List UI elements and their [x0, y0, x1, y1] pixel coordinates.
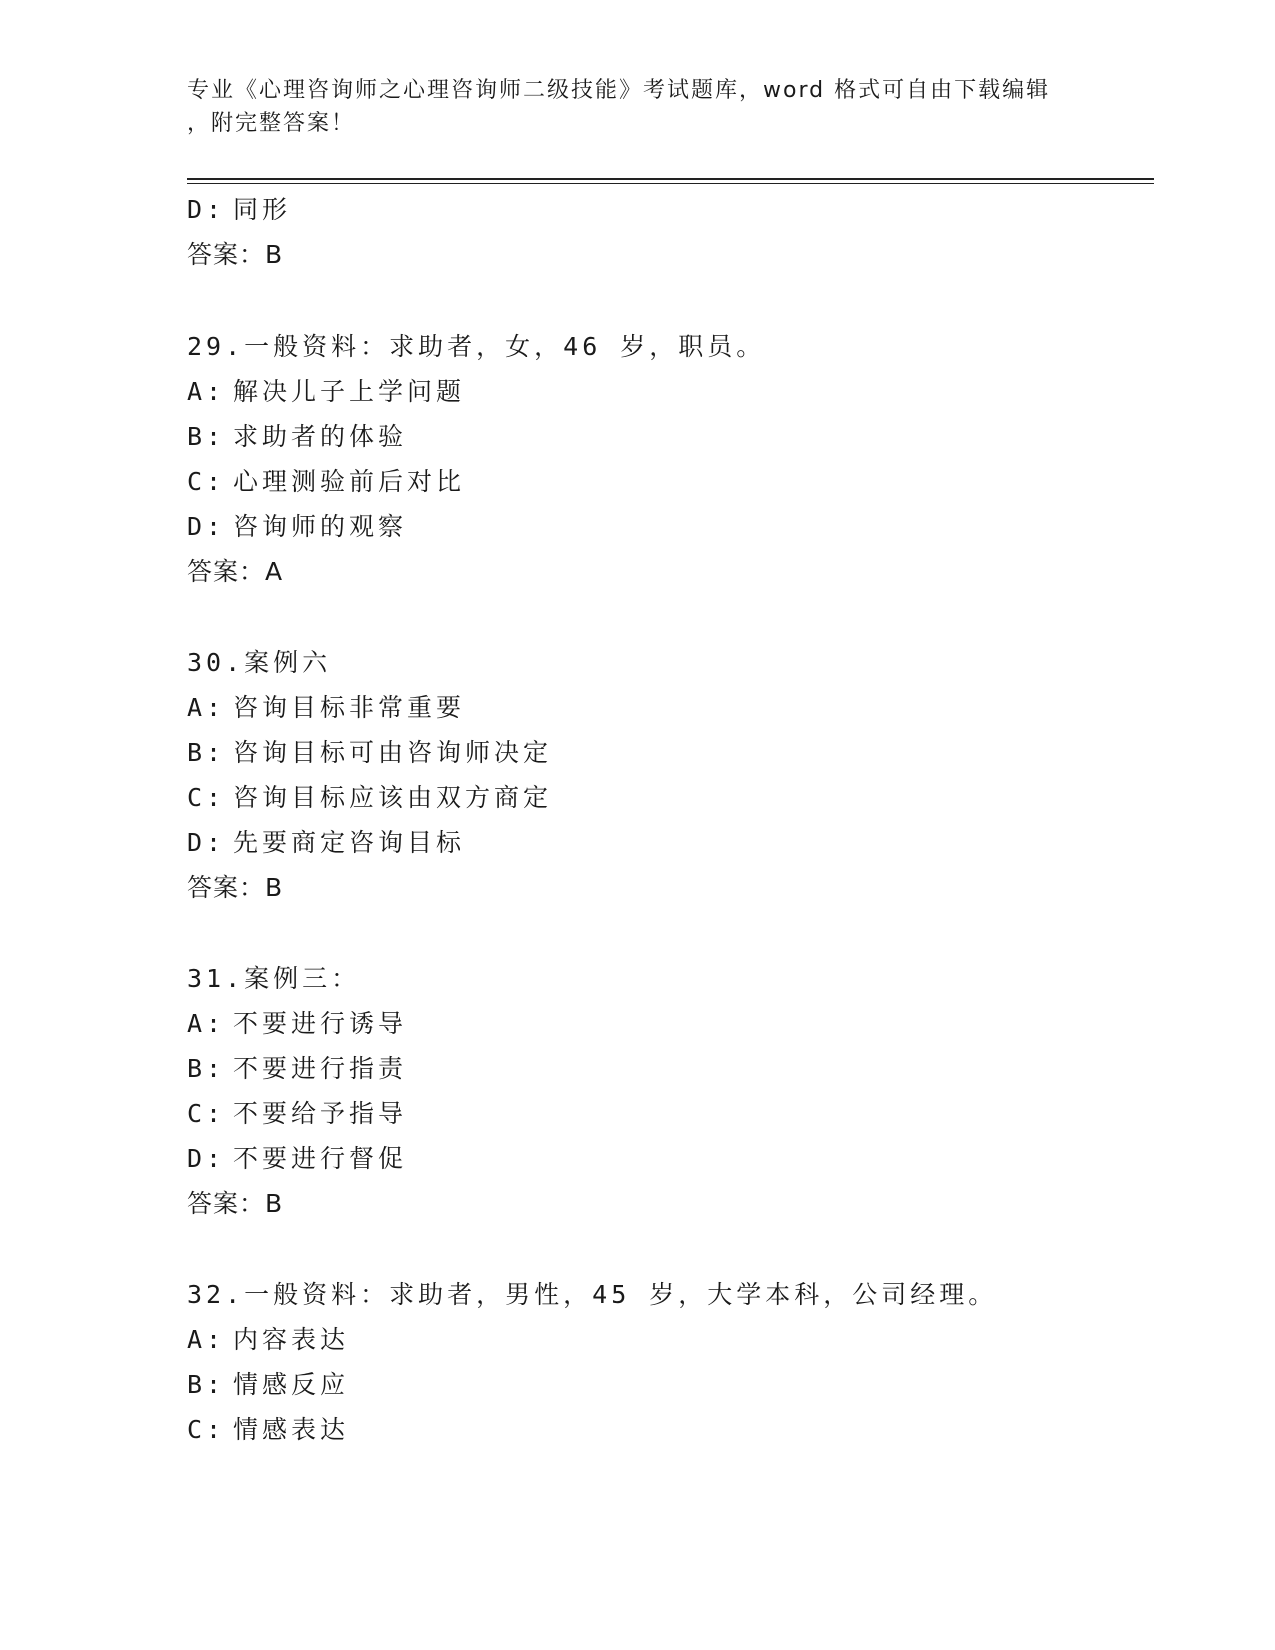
option-line — [187, 512, 407, 542]
option-label: B: — [187, 738, 226, 767]
option-label: A: — [187, 1325, 226, 1354]
answer-line: 答案：B — [187, 1189, 284, 1218]
option-line — [187, 693, 465, 723]
answer-line: 答案：B — [187, 873, 284, 902]
question-stem: 32.一般资料：求助者，男性，45 岁，大学本科，公司经理。 — [187, 1280, 998, 1309]
option-text: 咨询目标可由咨询师决定 — [233, 738, 553, 767]
option-line — [187, 377, 465, 407]
option-label: D: — [187, 1144, 226, 1173]
option-text: 情感反应 — [233, 1370, 350, 1399]
option-line — [187, 1415, 349, 1445]
option-line — [187, 195, 291, 225]
option-text: 内容表达 — [233, 1325, 350, 1354]
option-text: 不要进行督促 — [233, 1144, 408, 1173]
option-text: 情感表达 — [233, 1415, 350, 1444]
question-stem: 30.案例六 — [187, 648, 332, 677]
option-text: 咨询目标非常重要 — [233, 693, 466, 722]
option-label: A: — [187, 377, 226, 406]
option-text: 不要给予指导 — [233, 1099, 408, 1128]
option-label: C: — [187, 1415, 226, 1444]
option-line — [187, 783, 552, 813]
option-text: 不要进行指责 — [233, 1054, 408, 1083]
option-text: 不要进行诱导 — [233, 1009, 408, 1038]
answer-line: 答案：B — [187, 240, 284, 269]
question-stem: 29.一般资料：求助者，女，46 岁，职员。 — [187, 332, 766, 361]
option-line — [187, 1370, 349, 1400]
option-text: 求助者的体验 — [233, 422, 408, 451]
option-label: B: — [187, 1054, 226, 1083]
option-text: 同形 — [233, 195, 292, 224]
option-text: 解决儿子上学问题 — [233, 377, 466, 406]
option-text: 咨询目标应该由双方商定 — [233, 783, 553, 812]
option-line — [187, 828, 465, 858]
option-text: 咨询师的观察 — [233, 512, 408, 541]
option-label: C: — [187, 1099, 226, 1128]
option-line — [187, 1144, 407, 1174]
option-label: A: — [187, 693, 226, 722]
option-label: B: — [187, 422, 226, 451]
option-label: D: — [187, 828, 226, 857]
option-label: D: — [187, 195, 226, 224]
header-divider-thick — [187, 178, 1154, 180]
option-text: 先要商定咨询目标 — [233, 828, 466, 857]
header-line-1: 专业《心理咨询师之心理咨询师二级技能》考试题库，word 格式可自由下载编辑 — [187, 78, 1051, 103]
question-stem: 31.案例三： — [187, 964, 361, 993]
option-line — [187, 467, 465, 497]
option-label: B: — [187, 1370, 226, 1399]
option-line — [187, 422, 407, 452]
header-divider-thin — [187, 183, 1154, 184]
option-line — [187, 1099, 407, 1129]
answer-line: 答案：A — [187, 557, 284, 586]
option-line — [187, 1325, 349, 1355]
document-header — [187, 74, 1067, 140]
option-label: A: — [187, 1009, 226, 1038]
option-line — [187, 738, 552, 768]
option-text: 心理测验前后对比 — [233, 467, 466, 496]
option-label: D: — [187, 512, 226, 541]
option-label: C: — [187, 467, 226, 496]
option-line — [187, 1054, 407, 1084]
option-line — [187, 1009, 407, 1039]
header-line-2: ，附完整答案！ — [187, 111, 356, 136]
option-label: C: — [187, 783, 226, 812]
